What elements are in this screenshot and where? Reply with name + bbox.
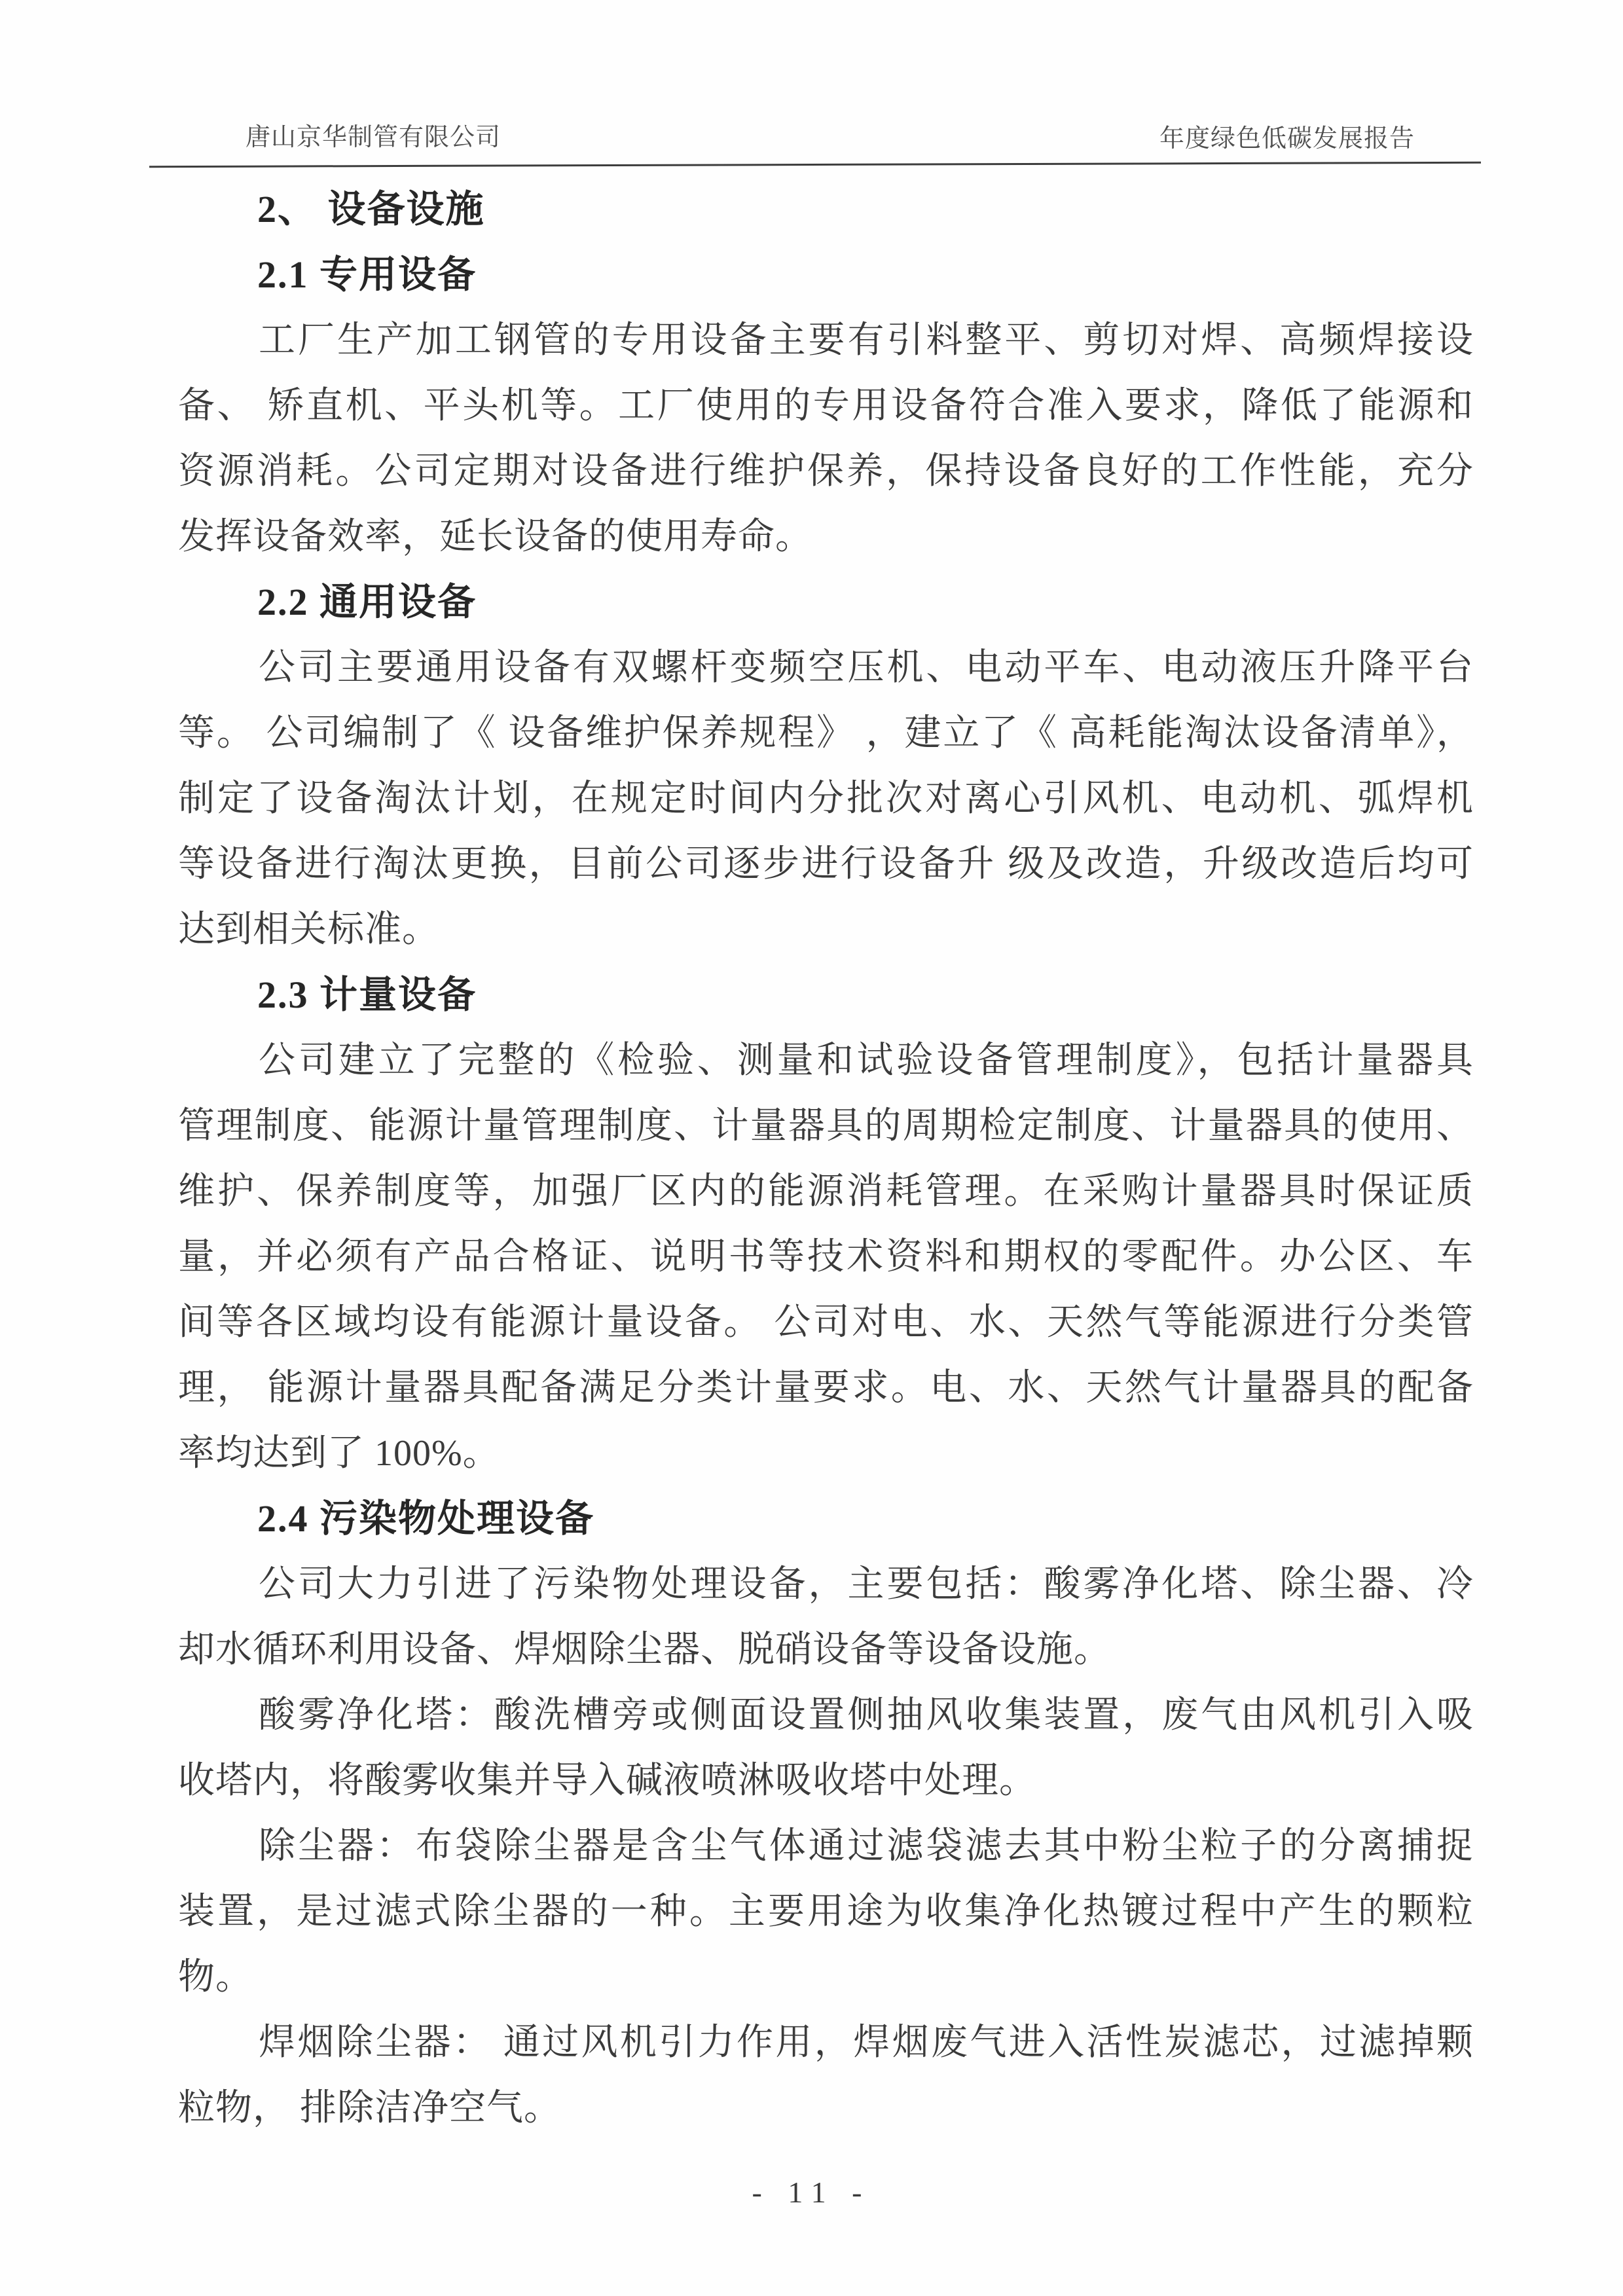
paragraph-line: 达到相关标准。 bbox=[178, 909, 439, 950]
section-heading: 2.1 专用设备 bbox=[257, 253, 477, 296]
paragraph-line: 物。 bbox=[178, 1957, 253, 1997]
paragraph-line: 量，并必须有产品合格证、说明书等技术资料和期权的零配件。办公区、车 bbox=[178, 1237, 1473, 1277]
paragraph-line: 资源消耗。公司定期对设备进行维护保养，保持设备良好的工作性能，充分 bbox=[178, 451, 1473, 492]
paragraph-line: 焊烟除尘器： 通过风机引力作用，焊烟废气进入活性炭滤芯，过滤掉颗 bbox=[259, 2022, 1473, 2063]
section-heading: 2.4 污染物处理设备 bbox=[257, 1497, 595, 1540]
section-heading: 2.3 计量设备 bbox=[257, 974, 477, 1016]
paragraph-line: 公司主要通用设备有双螺杆变频空压机、电动平车、电动液压升降平台 bbox=[259, 647, 1473, 688]
document-body bbox=[178, 177, 1473, 2141]
header-report-title: 年度绿色低碳发展报告 bbox=[1159, 125, 1415, 153]
paragraph-line: 粒物， 排除洁净空气。 bbox=[178, 2088, 561, 2128]
paragraph-line: 却水循环利用设备、焊烟除尘器、脱硝设备等设备设施。 bbox=[178, 1630, 1111, 1670]
paragraph-line: 工厂生产加工钢管的专用设备主要有引料整平、剪切对焊、高频焊接设 bbox=[259, 320, 1473, 361]
paragraph-line: 收塔内，将酸雾收集并导入碱液喷淋吸收塔中处理。 bbox=[178, 1760, 1036, 1801]
section-heading: 2、 设备设施 bbox=[257, 188, 485, 230]
paragraph-line: 备、 矫直机、平头机等。工厂使用的专用设备符合准入要求，降低了能源和 bbox=[178, 386, 1473, 426]
paragraph-line: 等设备进行淘汰更换，目前公司逐步进行设备升 级及改造，升级改造后均可 bbox=[178, 844, 1473, 884]
paragraph-line: 发挥设备效率，延长设备的使用寿命。 bbox=[178, 517, 812, 557]
paragraph-line: 管理制度、能源计量管理制度、计量器具的周期检定制度、计量器具的使用、 bbox=[178, 1106, 1473, 1146]
paragraph-line: 装置，是过滤式除尘器的一种。主要用途为收集净化热镀过程中产生的颗粒 bbox=[178, 1891, 1473, 1932]
paragraph-line: 除尘器：布袋除尘器是含尘气体通过滤袋滤去其中粉尘粒子的分离捕捉 bbox=[259, 1826, 1473, 1867]
paragraph-line: 等。 公司编制了《 设备维护保养规程》 ，建立了《 高耗能淘汰设备清单》， bbox=[178, 713, 1474, 754]
paragraph-line: 公司建立了完整的《检验、测量和试验设备管理制度》，包括计量器具 bbox=[259, 1040, 1473, 1081]
header-rule bbox=[149, 162, 1481, 168]
paragraph-line: 制定了设备淘汰计划，在规定时间内分批次对离心引风机、电动机、弧焊机 bbox=[178, 778, 1473, 819]
section-heading: 2.2 通用设备 bbox=[257, 581, 477, 623]
page-number: - 11 - bbox=[752, 2176, 871, 2209]
paragraph-line: 率均达到了 100%。 bbox=[178, 1433, 500, 1474]
page-footer bbox=[0, 2175, 1623, 2210]
paragraph-line: 维护、保养制度等，加强厂区内的能源消耗管理。在采购计量器具时保证质 bbox=[178, 1171, 1473, 1212]
paragraph-line: 间等各区域均设有能源计量设备。 公司对电、水、天然气等能源进行分类管 bbox=[178, 1302, 1473, 1343]
paragraph-line: 理， 能源计量器具配备满足分类计量要求。电、水、天然气计量器具的配备 bbox=[178, 1368, 1473, 1408]
paragraph-line: 公司大力引进了污染物处理设备，主要包括：酸雾净化塔、除尘器、冷 bbox=[259, 1564, 1473, 1605]
paragraph-line: 酸雾净化塔：酸洗槽旁或侧面设置侧抽风收集装置，废气由风机引入吸 bbox=[259, 1695, 1473, 1736]
header-company-name: 唐山京华制管有限公司 bbox=[246, 124, 501, 151]
